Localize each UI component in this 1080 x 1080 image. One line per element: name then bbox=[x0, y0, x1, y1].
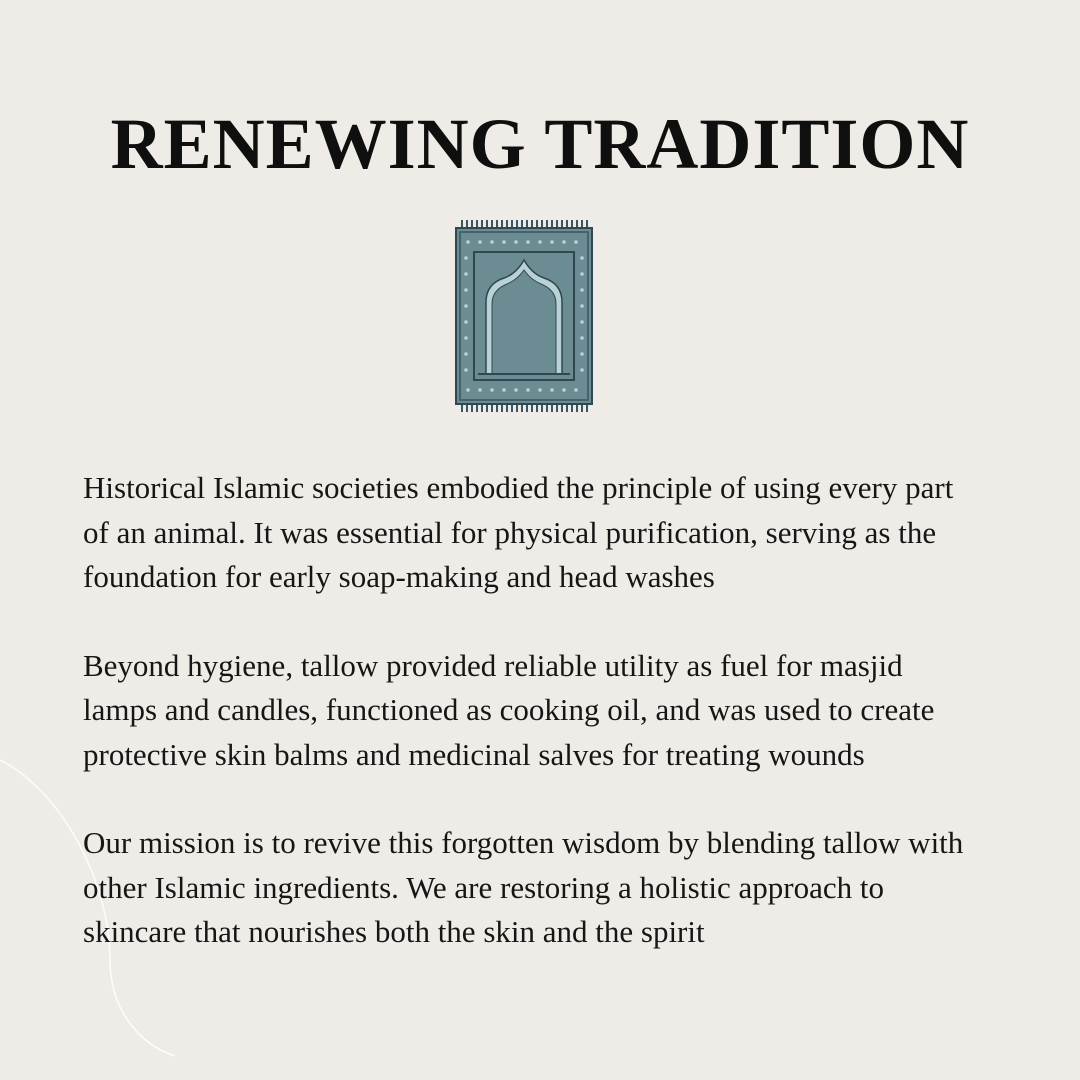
paragraph-utility: Beyond hygiene, tallow provided reliable utility as fuel for masjid lamps and candles, functioned as cooking oil, and was used to create protective skin balms and medicinal salves for treating wounds bbox=[83, 647, 935, 772]
paragraph-mission: Our mission is to revive this forgotten wisdom by blending tallow with other Islamic ingredients. We are restoring a holistic approach to skincare that nourishes both the skin and the spirit bbox=[83, 825, 964, 949]
paragraph-history: Historical Islamic societies embodied the principle of using every part of an animal. It was essential for physical purification, serving as the foundation for early soap-making and head washes bbox=[83, 470, 954, 594]
page-title: RENEWING TRADITION bbox=[110, 104, 970, 184]
prayer-rug-icon bbox=[454, 218, 594, 414]
body-text bbox=[83, 466, 983, 999]
